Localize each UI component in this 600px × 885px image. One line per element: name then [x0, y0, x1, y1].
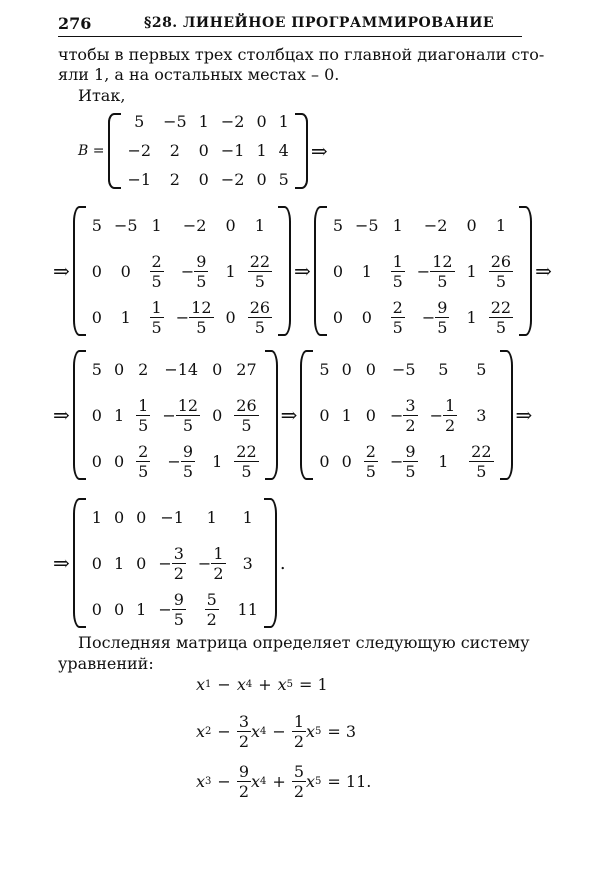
matrix-cell: − 1: [160, 507, 184, 527]
matrix-row: [313, 346, 499, 392]
matrix-cell: [483, 294, 519, 340]
implies-arrow: ⇒: [53, 259, 70, 283]
matrix-row: [313, 438, 499, 484]
matrix-cell: 0: [212, 359, 223, 379]
equation-2: x 2 − $\frac{3}{2}$ x 4 − $\frac{1}{2}$ x 5 = 3: [196, 711, 357, 751]
matrix-cell: 0: [113, 507, 125, 527]
matrix-cell: 5: [438, 359, 449, 379]
matrix-cell: 0: [365, 359, 376, 379]
matrix-step-1: [86, 202, 278, 340]
matrix-cell: 1: [113, 405, 125, 425]
left-paren: [300, 350, 313, 480]
fraction: $\frac{1}{2}$: [213, 543, 224, 583]
left-paren: [73, 498, 86, 628]
right-paren: [519, 206, 532, 336]
matrix-cell: 0: [256, 112, 267, 131]
implies-arrow: ⇒: [53, 551, 70, 575]
fraction: $\frac{3}{2}$: [405, 395, 416, 435]
left-paren: [314, 206, 327, 336]
matrix-cell: 0: [332, 261, 343, 281]
matrix-b-label: B =: [78, 142, 105, 159]
fraction: $\frac{12}{5}$: [432, 251, 453, 291]
matrix-b-row: [78, 107, 331, 194]
fraction: $\frac{12}{5}$: [191, 297, 212, 337]
matrix-cell: 5: [91, 359, 102, 379]
fraction: $\frac{2}{5}$: [392, 297, 403, 337]
fraction: $\frac{1}{5}$: [138, 395, 149, 435]
right-paren: [264, 498, 277, 628]
matrix-cell: 0: [91, 599, 102, 619]
matrix-cell: 5: [134, 112, 145, 131]
matrix-cell: − 2: [127, 141, 152, 160]
fraction: $\frac{9}{5}$: [437, 297, 448, 337]
fraction: $\frac{3}{2}$: [173, 543, 184, 583]
matrix-cell: 0: [136, 507, 147, 527]
conclusion-line-2: уравнений:: [58, 654, 154, 673]
matrix-cell: [385, 294, 411, 340]
fraction: $\frac{22}{5}$: [236, 441, 257, 481]
fraction: $\frac{26}{5}$: [236, 395, 257, 435]
matrix-cell: [242, 294, 278, 340]
matrix-row: [86, 202, 278, 248]
matrix-cell: − 1: [220, 141, 245, 160]
matrix-row: [86, 438, 265, 484]
right-paren: [278, 206, 291, 336]
matrix-step-4: [313, 346, 499, 484]
matrix-step-2: [327, 202, 519, 340]
matrix-cell: 0: [198, 170, 209, 189]
matrix-cell: [130, 438, 156, 484]
matrix-cell: − 2: [423, 215, 448, 235]
left-paren: [73, 350, 86, 480]
right-paren: [500, 350, 513, 480]
implies-arrow: ⇒: [280, 403, 298, 427]
matrix-cell: 0: [341, 359, 352, 379]
fraction: $\frac{1}{2}$: [444, 395, 456, 435]
matrix-cell: 1: [438, 451, 449, 471]
right-paren: [265, 350, 278, 480]
matrix-cell: − 5: [163, 112, 187, 131]
matrix-cell: 1: [466, 307, 477, 327]
matrix-cell: 1: [495, 215, 506, 235]
matrix-cell: 1: [151, 215, 162, 235]
matrix-cell: 1: [198, 112, 209, 131]
matrix-cell: − $\frac{9}{5}$: [158, 589, 184, 629]
equation-system: [196, 662, 377, 806]
matrix-row: [86, 248, 278, 294]
matrix-cell: − $\frac{9}{5}$: [180, 251, 207, 291]
matrix-cell: 1: [341, 405, 352, 425]
matrix-cell: 3: [476, 405, 487, 425]
matrix-row: [327, 294, 519, 340]
matrix-cell: 1: [136, 599, 147, 619]
matrix-cell: [228, 392, 264, 438]
matrix-row: [327, 202, 519, 248]
page-number: 276: [58, 14, 92, 33]
matrix-cell: [385, 248, 411, 294]
matrix-row-4: [50, 494, 286, 632]
fraction: $\frac{2}{5}$: [365, 441, 376, 481]
matrix-cell: 1: [466, 261, 477, 281]
matrix-cell: − $\frac{12}{5}$: [162, 395, 199, 435]
left-paren: [73, 206, 86, 336]
matrix-cell: − 5: [113, 215, 138, 235]
intro-line-1: чтобы в первых трех столбцах по главной диагонали сто-: [58, 45, 545, 64]
matrix-cell: 1: [225, 261, 236, 281]
matrix-cell: 0: [319, 451, 330, 471]
matrix-cell: 0: [113, 451, 125, 471]
matrix-cell: 0: [136, 553, 147, 573]
matrix-cell: 0: [113, 359, 125, 379]
matrix-row: [86, 586, 264, 632]
matrix-cell: 0: [91, 307, 102, 327]
matrix-cell: − $\frac{9}{5}$: [421, 297, 448, 337]
section-title: §28. ЛИНЕЙНОЕ ПРОГРАММИРОВАНИЕ: [144, 15, 495, 31]
matrix-row-2: [50, 202, 555, 340]
page-header: [58, 14, 522, 37]
matrix-cell: 2: [138, 359, 149, 379]
matrix-cell: − 2: [220, 170, 245, 189]
matrix-cell: 0: [361, 307, 372, 327]
matrix-cell: 2: [169, 170, 180, 189]
equation-1: x 1 − x 4 + x 5 = 1: [196, 674, 328, 694]
matrix-cell: − 14: [164, 359, 199, 379]
right-paren: [295, 113, 308, 189]
fraction: $\frac{12}{5}$: [177, 395, 199, 435]
matrix-cell: [358, 438, 384, 484]
matrix-row: [86, 346, 265, 392]
matrix-cell: − $\frac{3}{2}$: [389, 395, 416, 435]
matrix-cell: [144, 248, 170, 294]
fraction: $\frac{1}{5}$: [151, 297, 162, 337]
matrix-cell: 0: [225, 307, 236, 327]
matrix-cell: [192, 586, 232, 632]
matrix-cell: − $\frac{1}{2}$: [197, 543, 224, 583]
matrix-row: [86, 494, 264, 540]
matrix-cell: 0: [91, 553, 102, 573]
implies-arrow: ⇒: [310, 138, 328, 163]
matrix-cell: 5: [476, 359, 487, 379]
matrix-cell: − $\frac{9}{5}$: [389, 441, 416, 481]
matrix-cell: 27: [236, 359, 257, 379]
matrix-cell: 0: [91, 451, 102, 471]
matrix-cell: 5: [319, 359, 330, 379]
matrix-cell: 0: [212, 405, 223, 425]
final-period: .: [279, 552, 286, 574]
matrix-row: [86, 392, 265, 438]
fraction: $\frac{26}{5}$: [249, 297, 271, 337]
matrix-cell: − $\frac{1}{2}$: [429, 395, 456, 435]
matrix-cell: 0: [225, 215, 236, 235]
fraction: $\frac{9}{5}$: [405, 441, 416, 481]
matrix-row: [86, 294, 278, 340]
fraction: $\frac{5}{2}$: [206, 589, 217, 629]
implies-arrow: ⇒: [294, 259, 311, 283]
matrix-row-3: [50, 346, 535, 484]
matrix-cell: − $\frac{3}{2}$: [158, 543, 184, 583]
matrix-cell: 1: [212, 451, 223, 471]
conclusion-line-1: Последняя матрица определяет следующую систему: [78, 633, 530, 652]
fraction: $\frac{9}{5}$: [173, 589, 184, 629]
intro-line-3: Итак,: [78, 86, 126, 105]
fraction: $\frac{1}{5}$: [392, 251, 403, 291]
equation-3: x 3 − $\frac{9}{2}$ x 4 + $\frac{5}{2}$ x 5 = 11.: [196, 761, 372, 801]
matrix-cell: − 2: [182, 215, 207, 235]
matrix-cell: 0: [120, 261, 131, 281]
matrix-cell: − $\frac{12}{5}$: [175, 297, 212, 337]
fraction: $\frac{9}{5}$: [182, 441, 193, 481]
matrix-cell: [463, 438, 499, 484]
fraction: $\frac{22}{5}$: [249, 251, 271, 291]
matrix-cell: 1: [361, 261, 372, 281]
matrix-cell: [242, 248, 278, 294]
matrix-row: [121, 165, 294, 194]
matrix-cell: 0: [256, 170, 267, 189]
implies-arrow: ⇒: [53, 403, 70, 427]
matrix-cell: 0: [319, 405, 330, 425]
matrix-cell: [228, 438, 264, 484]
matrix-cell: 2: [169, 141, 180, 160]
matrix-cell: 0: [332, 307, 343, 327]
implies-arrow: ⇒: [535, 259, 552, 283]
matrix-cell: 3: [242, 553, 253, 573]
matrix-cell: 5: [332, 215, 343, 235]
left-paren: [108, 113, 121, 189]
fraction: $\frac{22}{5}$: [471, 441, 492, 481]
matrix-row: [86, 540, 264, 586]
matrix-cell: 1: [256, 141, 267, 160]
matrix-cell: 1: [254, 215, 265, 235]
fraction: $\frac{26}{5}$: [490, 251, 512, 291]
intro-line-2: яли 1, а на остальных местах – 0.: [58, 65, 340, 84]
implies-arrow: ⇒: [515, 403, 533, 427]
matrix-cell: 4: [278, 141, 289, 160]
matrix-cell: 1: [91, 507, 102, 527]
fraction: $\frac{22}{5}$: [490, 297, 512, 337]
matrix-cell: − $\frac{9}{5}$: [167, 441, 193, 481]
matrix-cell: 5: [91, 215, 102, 235]
matrix-row: [121, 136, 294, 165]
matrix-cell: 0: [91, 405, 102, 425]
fraction: $\frac{9}{5}$: [196, 251, 207, 291]
matrix-cell: − $\frac{12}{5}$: [416, 251, 453, 291]
matrix-cell: 1: [278, 112, 289, 131]
matrix-row: [327, 248, 519, 294]
matrix-cell: 0: [198, 141, 209, 160]
matrix-cell: 1: [120, 307, 131, 327]
matrix-cell: 1: [242, 507, 253, 527]
matrix-cell: [483, 248, 519, 294]
matrix-b: [121, 107, 294, 194]
matrix-cell: 1: [392, 215, 403, 235]
matrix-cell: 0: [365, 405, 376, 425]
matrix-cell: − 5: [391, 359, 416, 379]
matrix-step-3: [86, 346, 265, 484]
matrix-cell: 0: [466, 215, 477, 235]
matrix-cell: 11: [237, 599, 258, 619]
matrix-cell: − 5: [355, 215, 379, 235]
matrix-cell: 1: [113, 553, 125, 573]
matrix-cell: − 2: [220, 112, 245, 131]
matrix-row: [121, 107, 294, 136]
matrix-cell: 0: [91, 261, 102, 281]
matrix-row: [313, 392, 499, 438]
matrix-cell: − 1: [127, 170, 152, 189]
matrix-cell: 0: [341, 451, 352, 471]
fraction: $\frac{2}{5}$: [138, 441, 149, 481]
matrix-cell: 0: [113, 599, 125, 619]
fraction: $\frac{2}{5}$: [151, 251, 162, 291]
matrix-cell: 5: [278, 170, 289, 189]
matrix-cell: 1: [206, 507, 217, 527]
matrix-cell: [130, 392, 156, 438]
matrix-final: [86, 494, 264, 632]
matrix-cell: [144, 294, 170, 340]
